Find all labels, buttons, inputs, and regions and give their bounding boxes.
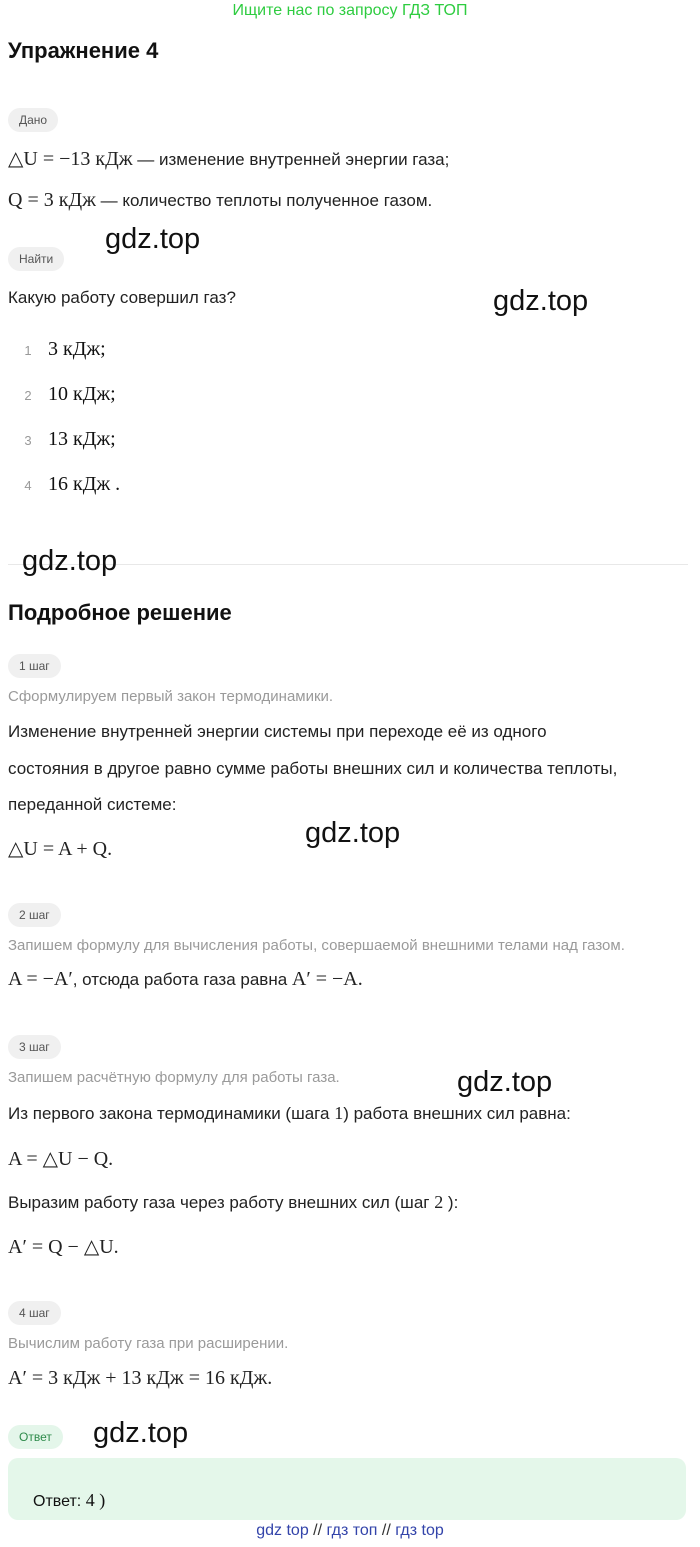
option-4: 16 кДж .: [48, 473, 121, 495]
find-chip: Найти: [8, 247, 64, 271]
step-1-hint: Сформулируем первый закон термодинамики.: [8, 688, 334, 705]
watermark: gdz.top: [457, 1066, 553, 1098]
step-1-text-2: состояния в другое равно сумме работы внешних сил и количества теплоты,: [8, 759, 618, 778]
option-1: 3 кДж;: [48, 338, 106, 360]
step-2-text: , отсюда работа газа равна: [72, 970, 292, 989]
given-chip: Дано: [8, 108, 58, 132]
step-3-hint: Запишем расчётную формулу для работы газа.: [8, 1069, 340, 1086]
option-3: 13 кДж;: [48, 428, 116, 450]
answer-value: 4 ): [85, 1490, 106, 1510]
given-energy-formula: △U = −13 кДж: [8, 148, 133, 170]
step-3-chip: 3 шаг: [8, 1035, 61, 1059]
footer-link-gdz-top-mixed[interactable]: гдз top: [395, 1522, 444, 1539]
top-search-banner[interactable]: Ищите нас по запросу ГДЗ ТОП: [232, 2, 468, 19]
step-1-chip: 1 шаг: [8, 654, 61, 678]
step-3-formula-2: A′ = Q − △U.: [8, 1236, 119, 1258]
footer-separator: //: [381, 1522, 391, 1539]
step-4-chip: 4 шаг: [8, 1301, 61, 1325]
step-1-text-1: Изменение внутренней энергии системы при переходе её из одного: [8, 722, 547, 741]
footer-links: [0, 1522, 700, 1540]
answer-text: [33, 1490, 105, 1511]
option-number-4: 4: [24, 478, 32, 493]
step-1-formula: △U = A + Q.: [8, 838, 113, 860]
option-number-2: 2: [24, 388, 32, 403]
watermark: gdz.top: [105, 223, 201, 255]
exercise-title: Упражнение 4: [8, 38, 159, 63]
option-2: 10 кДж;: [48, 383, 116, 405]
step-3-formula-1: A = △U − Q.: [8, 1148, 114, 1170]
given-line-1: [8, 146, 449, 171]
given-heat-text: — количество теплоты полученное газом.: [95, 191, 433, 210]
step-3-text-1: [8, 1103, 571, 1124]
watermark: gdz.top: [22, 545, 118, 577]
watermark: gdz.top: [305, 817, 401, 849]
step-4-hint: Вычислим работу газа при расширении.: [8, 1335, 289, 1352]
answer-chip: Ответ: [8, 1425, 63, 1449]
step-4-formula: A′ = 3 кДж + 13 кДж = 16 кДж.: [8, 1367, 273, 1389]
step-2-hint: Запишем формулу для вычисления работы, совершаемой внешними телами над газом.: [8, 937, 625, 954]
step-3-text-2a: Выразим работу газа через работу внешних сил (шаг: [8, 1193, 435, 1212]
step-3-text-2c: ):: [443, 1193, 459, 1212]
step-2-formula-a: A = −A′: [8, 968, 73, 990]
watermark: gdz.top: [493, 285, 589, 317]
step-3-text-2b: 2: [434, 1192, 444, 1212]
step-3-text-1c: ) работа внешних сил равна:: [343, 1104, 571, 1123]
footer-link-gdz-top-ru[interactable]: гдз топ: [326, 1522, 378, 1539]
footer-separator: //: [313, 1522, 323, 1539]
step-3-text-1b: 1: [334, 1103, 344, 1123]
given-energy-text: — изменение внутренней энергии газа;: [132, 150, 450, 169]
find-question: Какую работу совершил газ?: [8, 288, 236, 307]
option-number-3: 3: [24, 433, 32, 448]
option-number-1: 1: [24, 343, 32, 358]
step-3-text-1a: Из первого закона термодинамики (шага: [8, 1104, 335, 1123]
footer-link-gdz-top[interactable]: gdz top: [256, 1522, 309, 1539]
answer-label: Ответ:: [33, 1493, 86, 1510]
step-3-text-2: [8, 1192, 458, 1213]
step-2-formula-b: A′ = −A.: [291, 968, 363, 990]
step-2-chip: 2 шаг: [8, 903, 61, 927]
watermark: gdz.top: [93, 1417, 189, 1449]
step-2-line: [8, 968, 363, 991]
answer-box: [8, 1458, 686, 1520]
given-line-2: [8, 189, 432, 212]
given-heat-formula: Q = 3 кДж: [8, 189, 96, 211]
step-1-text-3: переданной системе:: [8, 795, 177, 814]
solution-title: Подробное решение: [8, 600, 232, 625]
